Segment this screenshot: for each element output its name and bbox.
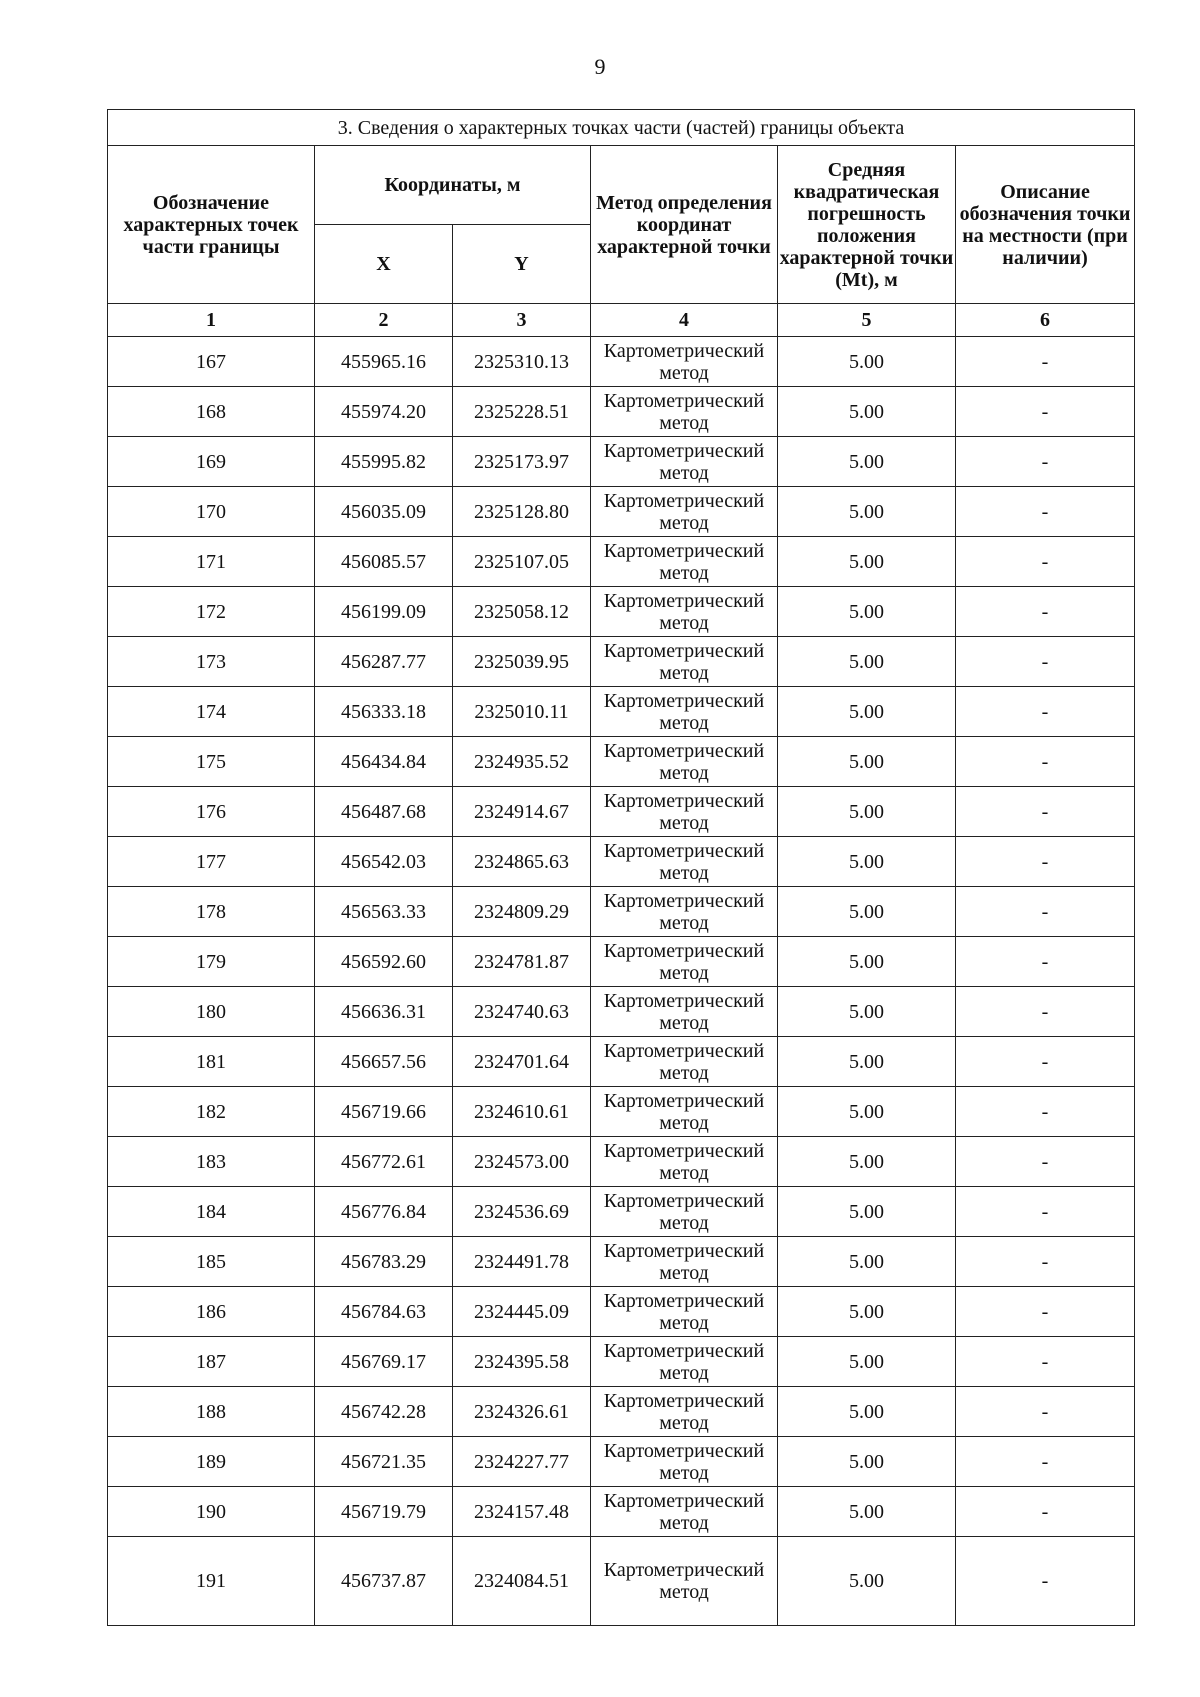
mean-error-cell: 5.00 bbox=[778, 1537, 956, 1626]
y-coordinate-cell: 2324914.67 bbox=[453, 787, 591, 837]
method-line-1: Картометрический bbox=[603, 1339, 765, 1362]
method-cell bbox=[591, 787, 778, 837]
point-id-cell: 181 bbox=[108, 1037, 315, 1087]
y-coordinate-cell: 2324935.52 bbox=[453, 737, 591, 787]
method-cell bbox=[591, 537, 778, 587]
description-cell: - bbox=[956, 487, 1135, 537]
description-cell: - bbox=[956, 1287, 1135, 1337]
column-number-4: 4 bbox=[591, 304, 778, 337]
method-line-1: Картометрический bbox=[603, 939, 765, 962]
point-id-cell: 175 bbox=[108, 737, 315, 787]
mean-error-cell: 5.00 bbox=[778, 937, 956, 987]
point-id-cell: 186 bbox=[108, 1287, 315, 1337]
method-line-2: метод bbox=[659, 461, 709, 484]
point-id-cell: 187 bbox=[108, 1337, 315, 1387]
point-id-cell: 168 bbox=[108, 387, 315, 437]
method-line-2: метод bbox=[659, 1461, 709, 1484]
mean-error-cell: 5.00 bbox=[778, 787, 956, 837]
method-cell bbox=[591, 1037, 778, 1087]
point-id-cell: 176 bbox=[108, 787, 315, 837]
point-id-cell: 189 bbox=[108, 1437, 315, 1487]
mean-error-cell: 5.00 bbox=[778, 1187, 956, 1237]
description-cell: - bbox=[956, 337, 1135, 387]
column-number-3: 3 bbox=[453, 304, 591, 337]
description-cell: - bbox=[956, 1387, 1135, 1437]
description-cell: - bbox=[956, 1537, 1135, 1626]
y-coordinate-cell: 2324084.51 bbox=[453, 1537, 591, 1626]
header-x: X bbox=[315, 225, 453, 304]
method-line-2: метод bbox=[659, 961, 709, 984]
method-line-2: метод bbox=[659, 511, 709, 534]
method-line-1: Картометрический bbox=[603, 1089, 765, 1112]
mean-error-cell: 5.00 bbox=[778, 1037, 956, 1087]
y-coordinate-cell: 2325310.13 bbox=[453, 337, 591, 387]
boundary-points-table bbox=[107, 109, 1135, 1626]
method-cell bbox=[591, 837, 778, 887]
method-line-2: метод bbox=[659, 411, 709, 434]
y-coordinate-cell: 2324740.63 bbox=[453, 987, 591, 1037]
method-line-1: Картометрический bbox=[603, 1559, 765, 1581]
description-cell: - bbox=[956, 1437, 1135, 1487]
mean-error-cell: 5.00 bbox=[778, 387, 956, 437]
method-line-2: метод bbox=[659, 1061, 709, 1084]
description-cell: - bbox=[956, 987, 1135, 1037]
method-line-2: метод bbox=[659, 1311, 709, 1334]
description-cell: - bbox=[956, 1037, 1135, 1087]
method-line-2: метод bbox=[659, 1411, 709, 1434]
x-coordinate-cell: 456721.35 bbox=[315, 1437, 453, 1487]
table-row bbox=[108, 1137, 1135, 1187]
description-cell: - bbox=[956, 1337, 1135, 1387]
method-line-2: метод bbox=[659, 1011, 709, 1034]
y-coordinate-cell: 2324445.09 bbox=[453, 1287, 591, 1337]
point-id-cell: 182 bbox=[108, 1087, 315, 1137]
description-cell: - bbox=[956, 1237, 1135, 1287]
method-line-2: метод bbox=[659, 911, 709, 934]
mean-error-cell: 5.00 bbox=[778, 887, 956, 937]
column-number-1: 1 bbox=[108, 304, 315, 337]
table-row bbox=[108, 1237, 1135, 1287]
method-line-2: метод bbox=[659, 1581, 709, 1603]
y-coordinate-cell: 2325173.97 bbox=[453, 437, 591, 487]
method-line-1: Картометрический bbox=[603, 489, 765, 512]
table-row bbox=[108, 1537, 1135, 1626]
method-cell bbox=[591, 637, 778, 687]
description-cell: - bbox=[956, 737, 1135, 787]
method-line-1: Картометрический bbox=[603, 839, 765, 862]
x-coordinate-cell: 456742.28 bbox=[315, 1387, 453, 1437]
method-line-2: метод bbox=[659, 361, 709, 384]
y-coordinate-cell: 2324610.61 bbox=[453, 1087, 591, 1137]
x-coordinate-cell: 456542.03 bbox=[315, 837, 453, 887]
header-mean-error: Средняя квадратическая погрешность положения характерной точки (Mt), м bbox=[778, 146, 956, 304]
method-cell bbox=[591, 937, 778, 987]
table-row bbox=[108, 537, 1135, 587]
y-coordinate-cell: 2324491.78 bbox=[453, 1237, 591, 1287]
x-coordinate-cell: 456199.09 bbox=[315, 587, 453, 637]
method-cell bbox=[591, 737, 778, 787]
description-cell: - bbox=[956, 687, 1135, 737]
method-cell bbox=[591, 887, 778, 937]
method-line-2: метод bbox=[659, 1511, 709, 1534]
method-cell bbox=[591, 1337, 778, 1387]
table-row bbox=[108, 1437, 1135, 1487]
x-coordinate-cell: 456783.29 bbox=[315, 1237, 453, 1287]
mean-error-cell: 5.00 bbox=[778, 737, 956, 787]
method-cell bbox=[591, 1187, 778, 1237]
point-id-cell: 177 bbox=[108, 837, 315, 887]
method-line-1: Картометрический bbox=[603, 1489, 765, 1512]
method-cell bbox=[591, 987, 778, 1037]
method-cell bbox=[591, 1287, 778, 1337]
x-coordinate-cell: 456737.87 bbox=[315, 1537, 453, 1626]
point-id-cell: 178 bbox=[108, 887, 315, 937]
method-line-2: метод bbox=[659, 1111, 709, 1134]
method-line-1: Картометрический bbox=[603, 389, 765, 412]
y-coordinate-cell: 2324781.87 bbox=[453, 937, 591, 987]
method-line-1: Картометрический bbox=[603, 889, 765, 912]
point-id-cell: 190 bbox=[108, 1487, 315, 1537]
header-method: Метод определения координат характерной точки bbox=[591, 146, 778, 304]
method-line-2: метод bbox=[659, 561, 709, 584]
y-coordinate-cell: 2324701.64 bbox=[453, 1037, 591, 1087]
method-line-1: Картометрический bbox=[603, 639, 765, 662]
table-row bbox=[108, 837, 1135, 887]
mean-error-cell: 5.00 bbox=[778, 837, 956, 887]
method-cell bbox=[591, 487, 778, 537]
method-line-1: Картометрический bbox=[603, 1189, 765, 1212]
y-coordinate-cell: 2324865.63 bbox=[453, 837, 591, 887]
method-line-1: Картометрический bbox=[603, 1139, 765, 1162]
mean-error-cell: 5.00 bbox=[778, 1337, 956, 1387]
method-cell bbox=[591, 687, 778, 737]
header-y: Y bbox=[453, 225, 591, 304]
x-coordinate-cell: 455965.16 bbox=[315, 337, 453, 387]
point-id-cell: 171 bbox=[108, 537, 315, 587]
point-id-cell: 185 bbox=[108, 1237, 315, 1287]
method-cell bbox=[591, 387, 778, 437]
mean-error-cell: 5.00 bbox=[778, 537, 956, 587]
method-cell bbox=[591, 1487, 778, 1537]
point-id-cell: 191 bbox=[108, 1537, 315, 1626]
description-cell: - bbox=[956, 387, 1135, 437]
method-line-1: Картометрический bbox=[603, 689, 765, 712]
point-id-cell: 172 bbox=[108, 587, 315, 637]
y-coordinate-cell: 2325058.12 bbox=[453, 587, 591, 637]
method-line-1: Картометрический bbox=[603, 1439, 765, 1462]
table-row bbox=[108, 787, 1135, 837]
header-description: Описание обозначения точки на местности (при наличии) bbox=[956, 146, 1135, 304]
x-coordinate-cell: 456769.17 bbox=[315, 1337, 453, 1387]
mean-error-cell: 5.00 bbox=[778, 1437, 956, 1487]
method-cell bbox=[591, 1387, 778, 1437]
description-cell: - bbox=[956, 587, 1135, 637]
point-id-cell: 188 bbox=[108, 1387, 315, 1437]
table-row bbox=[108, 1487, 1135, 1537]
mean-error-cell: 5.00 bbox=[778, 487, 956, 537]
table-row bbox=[108, 937, 1135, 987]
point-id-cell: 173 bbox=[108, 637, 315, 687]
mean-error-cell: 5.00 bbox=[778, 1487, 956, 1537]
x-coordinate-cell: 456657.56 bbox=[315, 1037, 453, 1087]
column-number-2: 2 bbox=[315, 304, 453, 337]
description-cell: - bbox=[956, 437, 1135, 487]
description-cell: - bbox=[956, 937, 1135, 987]
method-line-1: Картометрический bbox=[603, 739, 765, 762]
table-row bbox=[108, 1087, 1135, 1137]
header-coordinates: Координаты, м bbox=[315, 146, 591, 225]
y-coordinate-cell: 2325128.80 bbox=[453, 487, 591, 537]
method-cell bbox=[591, 1537, 778, 1626]
mean-error-cell: 5.00 bbox=[778, 1087, 956, 1137]
method-line-1: Картометрический bbox=[603, 589, 765, 612]
table-row bbox=[108, 1387, 1135, 1437]
method-line-2: метод bbox=[659, 611, 709, 634]
point-id-cell: 179 bbox=[108, 937, 315, 987]
mean-error-cell: 5.00 bbox=[778, 1137, 956, 1187]
y-coordinate-cell: 2324573.00 bbox=[453, 1137, 591, 1187]
table-row bbox=[108, 1287, 1135, 1337]
method-line-1: Картометрический bbox=[603, 339, 765, 362]
x-coordinate-cell: 456085.57 bbox=[315, 537, 453, 587]
method-cell bbox=[591, 1137, 778, 1187]
method-cell bbox=[591, 1087, 778, 1137]
header-point-designation: Обозначение характерных точек части границы bbox=[108, 146, 315, 304]
x-coordinate-cell: 455974.20 bbox=[315, 387, 453, 437]
point-id-cell: 167 bbox=[108, 337, 315, 387]
table-row bbox=[108, 1187, 1135, 1237]
column-number-5: 5 bbox=[778, 304, 956, 337]
mean-error-cell: 5.00 bbox=[778, 337, 956, 387]
y-coordinate-cell: 2325010.11 bbox=[453, 687, 591, 737]
method-line-1: Картометрический bbox=[603, 1389, 765, 1412]
y-coordinate-cell: 2324326.61 bbox=[453, 1387, 591, 1437]
mean-error-cell: 5.00 bbox=[778, 1387, 956, 1437]
y-coordinate-cell: 2325228.51 bbox=[453, 387, 591, 437]
mean-error-cell: 5.00 bbox=[778, 637, 956, 687]
x-coordinate-cell: 456333.18 bbox=[315, 687, 453, 737]
y-coordinate-cell: 2325039.95 bbox=[453, 637, 591, 687]
table-row bbox=[108, 1037, 1135, 1087]
description-cell: - bbox=[956, 1187, 1135, 1237]
table-row bbox=[108, 437, 1135, 487]
x-coordinate-cell: 456592.60 bbox=[315, 937, 453, 987]
method-line-2: метод bbox=[659, 1361, 709, 1384]
table-row bbox=[108, 687, 1135, 737]
mean-error-cell: 5.00 bbox=[778, 987, 956, 1037]
mean-error-cell: 5.00 bbox=[778, 1287, 956, 1337]
method-line-2: метод bbox=[659, 711, 709, 734]
method-line-1: Картометрический bbox=[603, 439, 765, 462]
table-row bbox=[108, 637, 1135, 687]
method-cell bbox=[591, 337, 778, 387]
description-cell: - bbox=[956, 1137, 1135, 1187]
y-coordinate-cell: 2324395.58 bbox=[453, 1337, 591, 1387]
x-coordinate-cell: 456636.31 bbox=[315, 987, 453, 1037]
point-id-cell: 169 bbox=[108, 437, 315, 487]
description-cell: - bbox=[956, 1487, 1135, 1537]
method-cell bbox=[591, 587, 778, 637]
x-coordinate-cell: 456563.33 bbox=[315, 887, 453, 937]
x-coordinate-cell: 456776.84 bbox=[315, 1187, 453, 1237]
y-coordinate-cell: 2324157.48 bbox=[453, 1487, 591, 1537]
column-number-6: 6 bbox=[956, 304, 1135, 337]
method-line-1: Картометрический bbox=[603, 1289, 765, 1312]
page-number: 9 bbox=[594, 54, 606, 79]
method-cell bbox=[591, 1437, 778, 1487]
y-coordinate-cell: 2324227.77 bbox=[453, 1437, 591, 1487]
table-row bbox=[108, 1337, 1135, 1387]
x-coordinate-cell: 455995.82 bbox=[315, 437, 453, 487]
point-id-cell: 184 bbox=[108, 1187, 315, 1237]
y-coordinate-cell: 2324809.29 bbox=[453, 887, 591, 937]
description-cell: - bbox=[956, 537, 1135, 587]
method-line-2: метод bbox=[659, 661, 709, 684]
x-coordinate-cell: 456719.66 bbox=[315, 1087, 453, 1137]
method-line-2: метод bbox=[659, 1261, 709, 1284]
method-line-2: метод bbox=[659, 861, 709, 884]
x-coordinate-cell: 456487.68 bbox=[315, 787, 453, 837]
x-coordinate-cell: 456719.79 bbox=[315, 1487, 453, 1537]
table-row bbox=[108, 887, 1135, 937]
y-coordinate-cell: 2325107.05 bbox=[453, 537, 591, 587]
x-coordinate-cell: 456035.09 bbox=[315, 487, 453, 537]
point-id-cell: 183 bbox=[108, 1137, 315, 1187]
table-row bbox=[108, 737, 1135, 787]
mean-error-cell: 5.00 bbox=[778, 1237, 956, 1287]
mean-error-cell: 5.00 bbox=[778, 437, 956, 487]
table-row bbox=[108, 987, 1135, 1037]
method-line-1: Картометрический bbox=[603, 989, 765, 1012]
method-cell bbox=[591, 1237, 778, 1287]
x-coordinate-cell: 456434.84 bbox=[315, 737, 453, 787]
y-coordinate-cell: 2324536.69 bbox=[453, 1187, 591, 1237]
description-cell: - bbox=[956, 637, 1135, 687]
description-cell: - bbox=[956, 1087, 1135, 1137]
table-row bbox=[108, 587, 1135, 637]
method-line-2: метод bbox=[659, 811, 709, 834]
point-id-cell: 180 bbox=[108, 987, 315, 1037]
table-row bbox=[108, 487, 1135, 537]
point-id-cell: 170 bbox=[108, 487, 315, 537]
table-row bbox=[108, 337, 1135, 387]
method-line-2: метод bbox=[659, 1161, 709, 1184]
table-row bbox=[108, 387, 1135, 437]
section-title: 3. Сведения о характерных точках части (частей) границы объекта bbox=[108, 110, 1135, 146]
mean-error-cell: 5.00 bbox=[778, 687, 956, 737]
method-line-1: Картометрический bbox=[603, 1039, 765, 1062]
method-line-1: Картометрический bbox=[603, 1239, 765, 1262]
method-line-1: Картометрический bbox=[603, 539, 765, 562]
method-cell bbox=[591, 437, 778, 487]
x-coordinate-cell: 456287.77 bbox=[315, 637, 453, 687]
x-coordinate-cell: 456784.63 bbox=[315, 1287, 453, 1337]
description-cell: - bbox=[956, 837, 1135, 887]
mean-error-cell: 5.00 bbox=[778, 587, 956, 637]
method-line-2: метод bbox=[659, 1211, 709, 1234]
x-coordinate-cell: 456772.61 bbox=[315, 1137, 453, 1187]
method-line-2: метод bbox=[659, 761, 709, 784]
point-id-cell: 174 bbox=[108, 687, 315, 737]
description-cell: - bbox=[956, 887, 1135, 937]
description-cell: - bbox=[956, 787, 1135, 837]
method-line-1: Картометрический bbox=[603, 789, 765, 812]
